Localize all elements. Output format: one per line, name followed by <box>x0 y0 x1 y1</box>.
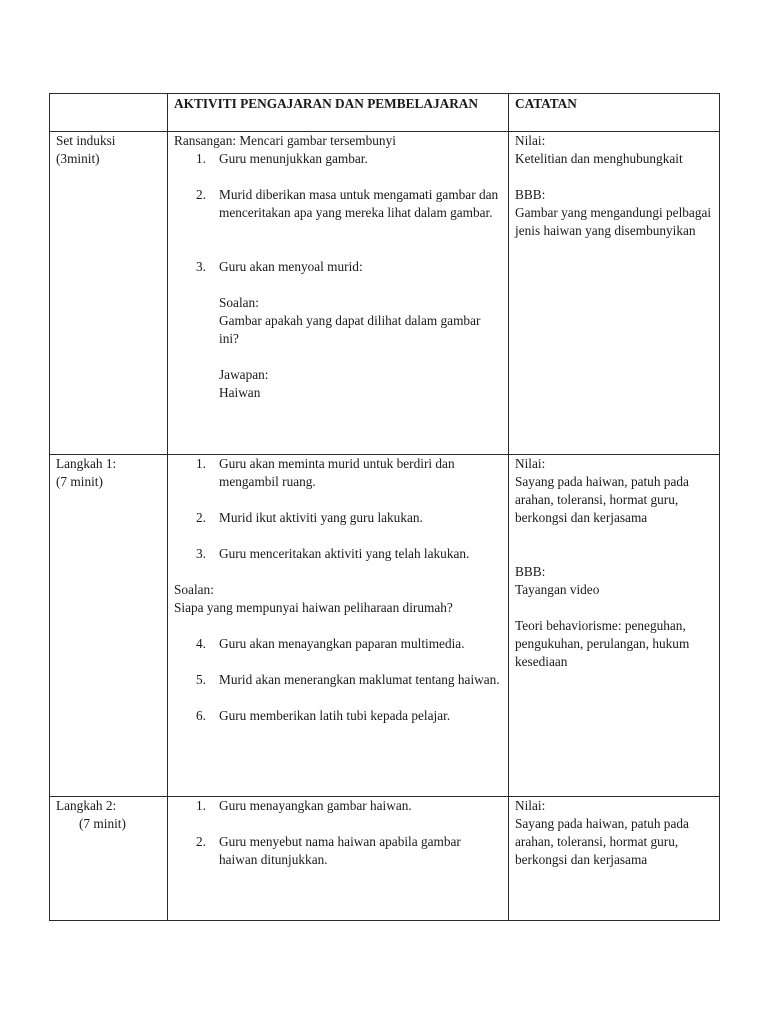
list-item: 2. Murid diberikan masa untuk mengamati gambar dan menceritakan apa yang mereka lihat dalam gambar. <box>196 187 499 220</box>
stage-cell <box>50 797 168 921</box>
bbb-text: Tayangan video <box>515 582 600 597</box>
question-block <box>174 294 502 402</box>
bbb-label: BBB: <box>515 564 546 579</box>
nilai-label: Nilai: <box>515 133 546 148</box>
list-item: 6. Guru memberikan latih tubi kepada pelajar. <box>196 708 451 723</box>
notes-cell <box>509 797 720 921</box>
list-item: 1. Guru akan meminta murid untuk berdiri dan mengambil ruang. <box>196 456 455 489</box>
nilai-label: Nilai: <box>515 456 546 471</box>
list-item: 4. Guru akan menayangkan paparan multimedia. <box>196 636 465 651</box>
header-stage <box>50 94 168 132</box>
stage-duration: (7 minit) <box>56 474 103 489</box>
table-row <box>50 455 720 797</box>
activity-cell <box>168 455 509 797</box>
list-item: 1. Guru menunjukkan gambar. <box>196 151 368 166</box>
activity-cell <box>168 797 509 921</box>
header-notes: CATATAN <box>509 94 720 132</box>
answer-text: Haiwan <box>219 385 261 400</box>
teori-text: Teori behaviorisme: peneguhan, pengukuhan, perulangan, hukum kesediaan <box>515 618 690 669</box>
notes-cell <box>509 455 720 797</box>
nilai-text: Sayang pada haiwan, patuh pada arahan, toleransi, hormat guru, berkongsi dan kerjasama <box>515 474 689 525</box>
list-item: 5. Murid akan menerangkan maklumat tentang haiwan. <box>196 672 500 687</box>
header-activities: AKTIVITI PENGAJARAN DAN PEMBELAJARAN <box>168 94 509 132</box>
question-text: Gambar apakah yang dapat dilihat dalam gambar ini? <box>219 313 481 346</box>
stage-cell <box>50 132 168 455</box>
table-header-row <box>50 94 720 132</box>
stage-name: Langkah 2: <box>56 798 117 813</box>
list-item: 2. Murid ikut aktiviti yang guru lakukan. <box>196 510 423 525</box>
list-item: 3. Guru menceritakan aktiviti yang telah lakukan. <box>196 546 470 561</box>
step-list <box>174 635 502 725</box>
answer-label: Jawapan: <box>219 367 269 382</box>
bbb-text: Gambar yang mengandungi pelbagai jenis haiwan yang disembunyikan <box>515 205 712 238</box>
question-label: Soalan: <box>219 295 259 310</box>
stage-name: Set induksi <box>56 133 116 148</box>
lesson-plan-table <box>49 93 720 921</box>
activity-cell <box>168 132 509 455</box>
table-row <box>50 797 720 921</box>
bbb-label: BBB: <box>515 187 546 202</box>
activity-intro: Ransangan: Mencari gambar tersembunyi <box>174 133 396 148</box>
stage-duration: (7 minit) <box>79 816 126 831</box>
nilai-label: Nilai: <box>515 798 546 813</box>
step-list <box>174 150 502 276</box>
nilai-text: Sayang pada haiwan, patuh pada arahan, toleransi, hormat guru, berkongsi dan kerjasama <box>515 816 689 867</box>
table-row <box>50 132 720 455</box>
list-item: 1. Guru menayangkan gambar haiwan. <box>196 798 412 813</box>
question-label: Soalan: <box>174 582 214 597</box>
stage-duration: (3minit) <box>56 151 100 166</box>
question-text: Siapa yang mempunyai haiwan peliharaan dirumah? <box>174 600 453 615</box>
list-item: 3. Guru akan menyoal murid: <box>196 259 363 274</box>
list-item: 2. Guru menyebut nama haiwan apabila gambar haiwan ditunjukkan. <box>196 834 461 867</box>
step-list <box>174 797 502 869</box>
notes-cell <box>509 132 720 455</box>
stage-name: Langkah 1: <box>56 456 117 471</box>
stage-cell <box>50 455 168 797</box>
step-list <box>174 455 502 563</box>
nilai-text: Ketelitian dan menghubungkait <box>515 151 683 166</box>
